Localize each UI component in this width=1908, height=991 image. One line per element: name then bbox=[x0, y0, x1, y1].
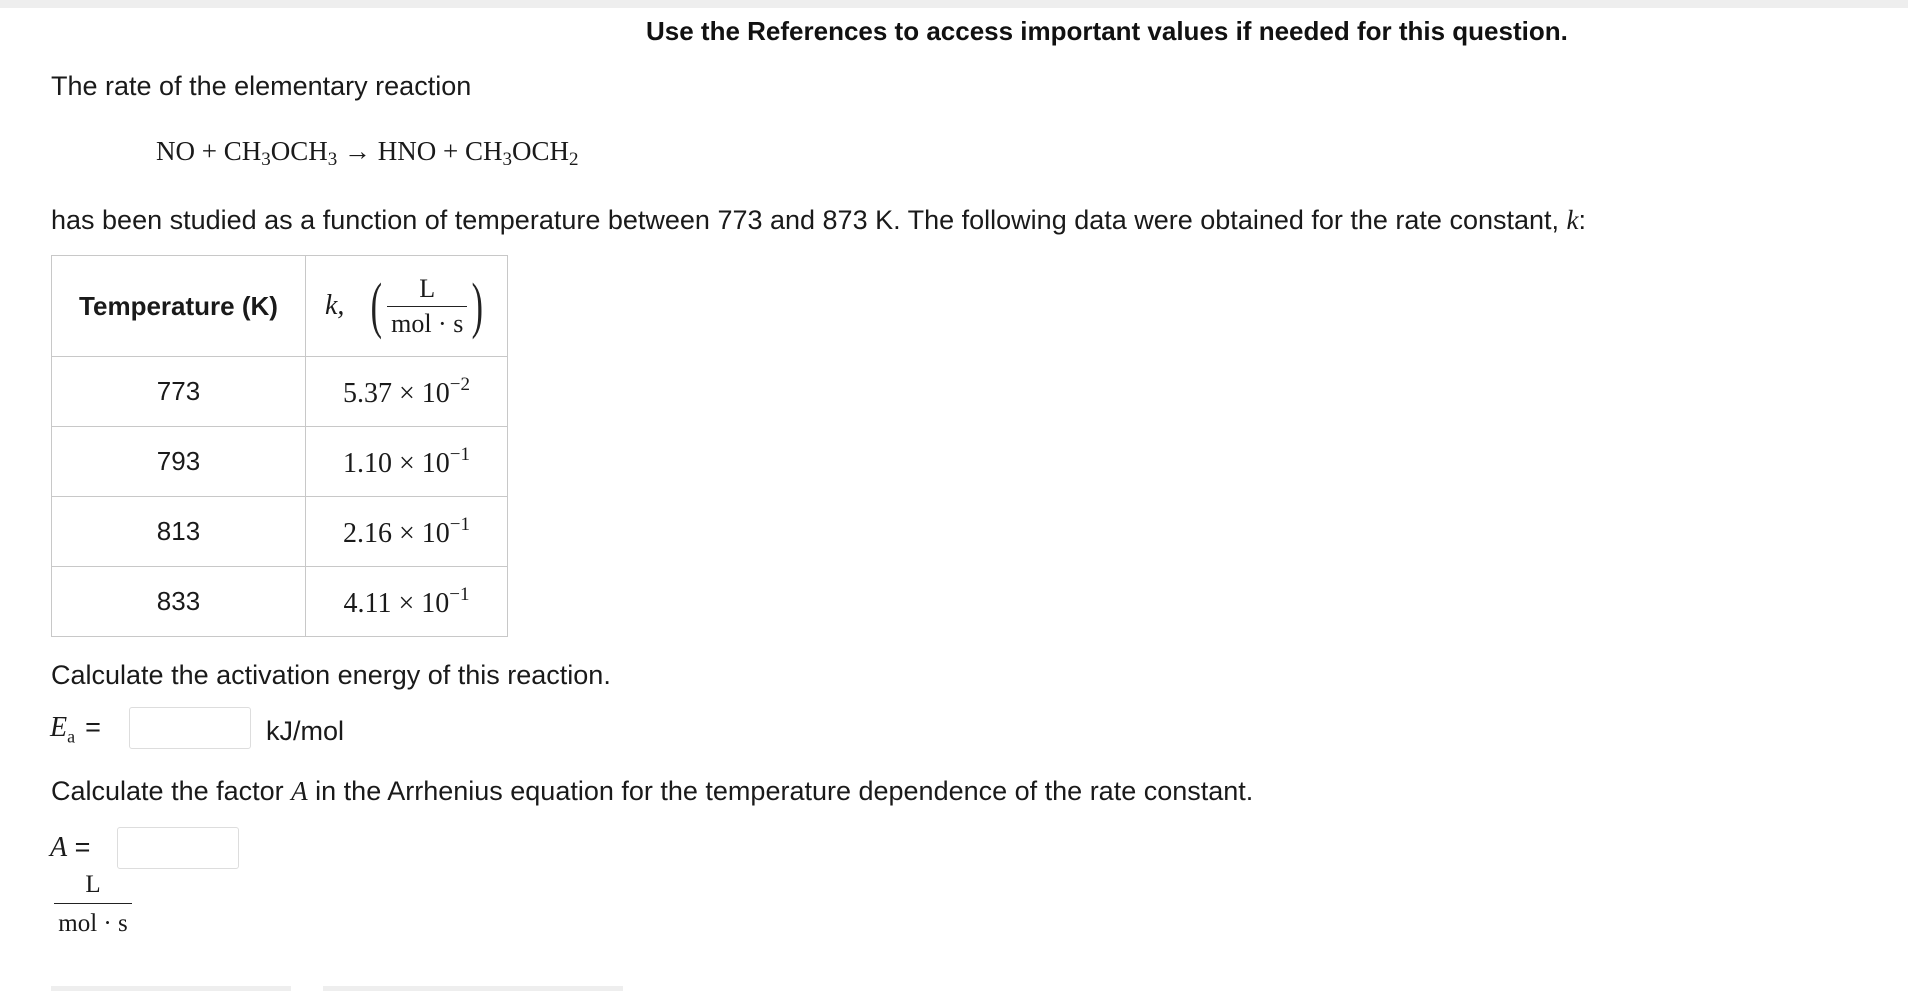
arrhenius-factor-input[interactable] bbox=[117, 827, 239, 869]
description-text: has been studied as a function of temperature between 773 and 873 K. The following data were obtained for the rate constant, k: bbox=[51, 205, 1587, 235]
factor-a-symbol: A bbox=[291, 776, 308, 806]
header-rate-constant bbox=[306, 256, 508, 357]
rate-constant-cell: $1.10 \times 10^{-1}$ bbox=[306, 427, 508, 497]
rate-constant-cell: $5.37 \times 10^{-2}$ bbox=[306, 357, 508, 427]
top-bar bbox=[0, 0, 1908, 8]
reaction-arrow: → bbox=[344, 136, 372, 166]
paren-open: ( bbox=[371, 272, 383, 340]
header-k-unit: $\frac{L}{\text{mol · s}}$ bbox=[387, 274, 467, 339]
paren-close: ) bbox=[471, 272, 484, 340]
rate-constant-cell: $2.16 \times 10^{-1}$ bbox=[306, 497, 508, 567]
intro-text: The rate of the elementary reaction bbox=[51, 71, 472, 101]
table-header-row bbox=[52, 256, 508, 357]
table-row bbox=[52, 567, 508, 637]
table-row bbox=[52, 497, 508, 567]
a-label: A = bbox=[50, 832, 91, 863]
table-row bbox=[52, 357, 508, 427]
activation-energy-input[interactable] bbox=[129, 707, 251, 749]
rate-constant-symbol: k bbox=[1566, 205, 1579, 235]
plus-sign: + bbox=[201, 136, 217, 166]
ea-unit: kJ/mol bbox=[266, 716, 345, 746]
temperature-cell: 813 bbox=[52, 497, 306, 567]
header-k-symbol: k, bbox=[325, 290, 345, 321]
temperature-cell: 833 bbox=[52, 567, 306, 637]
rate-constant-cell: $4.11 \times 10^{-1}$ bbox=[306, 567, 508, 637]
references-notice: Use the References to access important values if needed for this question. bbox=[646, 16, 1568, 46]
reaction-equation bbox=[156, 136, 579, 171]
temperature-cell: 793 bbox=[52, 427, 306, 497]
ea-label: $E_a$ = bbox=[50, 712, 101, 747]
product-radical: $CH_3OCH_2$ bbox=[465, 136, 579, 170]
question-arrhenius-factor: Calculate the factor A in the Arrhenius equation for the temperature dependence of the rate constant. bbox=[51, 776, 1254, 806]
plus-sign: + bbox=[443, 136, 459, 166]
button-stub bbox=[323, 986, 623, 991]
temperature-cell: 773 bbox=[52, 357, 306, 427]
button-stub bbox=[51, 986, 291, 991]
table-row bbox=[52, 427, 508, 497]
rate-data-table bbox=[51, 255, 508, 637]
header-temperature: Temperature (K) bbox=[52, 256, 306, 357]
a-unit: L mol · s bbox=[54, 871, 132, 938]
reactant-no: NO bbox=[156, 136, 195, 166]
question-activation-energy: Calculate the activation energy of this reaction. bbox=[51, 660, 611, 690]
product-hno: HNO bbox=[377, 136, 437, 166]
reactant-dimethyl-ether: $CH_3OCH_3$ bbox=[223, 136, 338, 170]
